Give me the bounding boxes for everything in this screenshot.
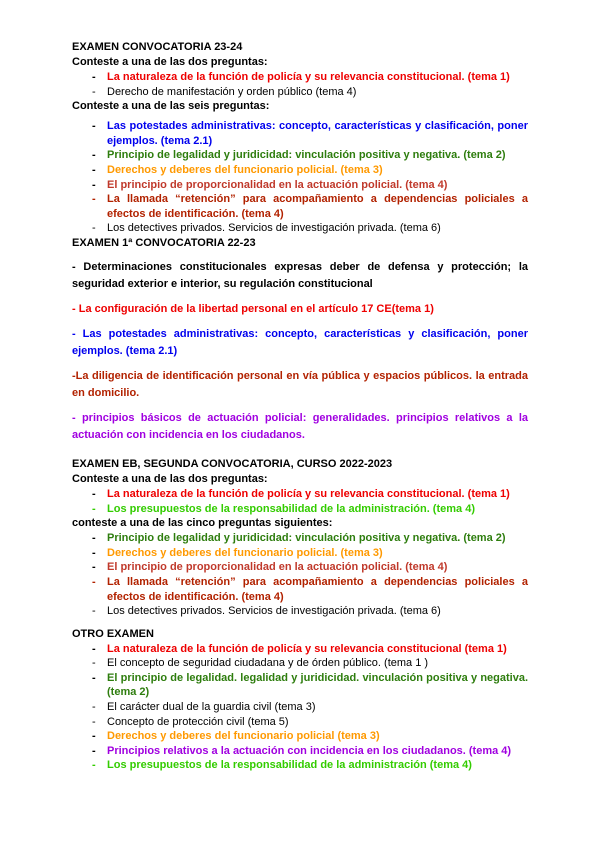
list-item: - Derecho de manifestación y orden público (tema 4) — [72, 85, 528, 100]
question-list — [72, 119, 528, 236]
section-intro: Conteste a una de las seis preguntas: — [72, 100, 270, 113]
list-item: - El concepto de seguridad ciudadana y de órden público. (tema 1 ) — [72, 656, 528, 671]
list-item: - Los presupuestos de la responsabilidad de la administración. (tema 4) — [72, 502, 528, 517]
section-title-23-24: EXAMEN CONVOCATORIA 23-24 — [72, 41, 243, 53]
list-item: - La naturaleza de la función de policía y su relevancia constitucional. (tema 1) — [72, 70, 528, 85]
list-item: - Las potestades administrativas: concepto, características y clasificación, poner ejemplos. (tema 2.1) — [72, 119, 528, 148]
list-item: - Derechos y deberes del funcionario policial. (tema 3) — [72, 546, 528, 561]
list-item: - Concepto de protección civil (tema 5) — [72, 715, 528, 730]
list-item: - Derechos y deberes del funcionario policial. (tema 3) — [72, 163, 528, 178]
list-item: - Derechos y deberes del funcionario policial (tema 3) — [72, 729, 528, 744]
paragraph-item: - La configuración de la libertad personal en el artículo 17 CE(tema 1) — [72, 302, 434, 315]
section-intro: Conteste a una de las dos preguntas: — [72, 472, 268, 485]
paragraph-item: - Determinaciones constitucionales expresas deber de defensa y protección; la seguridad exterior e interior, su regulación constitucional — [72, 260, 528, 290]
list-item: - El carácter dual de la guardia civil (tema 3) — [72, 700, 528, 715]
list-item: - La naturaleza de la función de policía y su relevancia constitucional. (tema 1) — [72, 487, 528, 502]
paragraph-item: - Las potestades administrativas: concepto, características y clasificación, poner ejemplos. (tema 2.1) — [72, 327, 528, 357]
list-item: - El principio de proporcionalidad en la actuación policial. (tema 4) — [72, 178, 528, 193]
document-page — [72, 40, 528, 773]
question-list — [72, 531, 528, 619]
section-title-22-23: EXAMEN 1ª CONVOCATORIA 22-23 — [72, 236, 256, 249]
paragraph-item: - principios básicos de actuación policial: generalidades. principios relativos a la actuación con incidencia en los ciudadanos. — [72, 411, 528, 441]
list-item: - Los presupuestos de la responsabilidad de la administración (tema 4) — [72, 758, 528, 773]
list-item: - El principio de proporcionalidad en la actuación policial. (tema 4) — [72, 560, 528, 575]
section-title-otro: OTRO EXAMEN — [72, 627, 154, 640]
list-item: - Principio de legalidad y juridicidad: vinculación positiva y negativa. (tema 2) — [72, 148, 528, 163]
list-item: - La naturaleza de la función de policía y su relevancia constitucional (tema 1) — [72, 642, 528, 657]
question-list — [72, 642, 528, 773]
section-title-eb: EXAMEN EB, SEGUNDA CONVOCATORIA, CURSO 2022-2023 — [72, 457, 393, 470]
list-item: - El principio de legalidad. legalidad y juridicidad. vinculación positiva y negativa. (tema 2) — [72, 671, 528, 700]
list-item: - La llamada “retención” para acompañamiento a dependencias policiales a efectos de identificación. (tema 4) — [72, 575, 528, 604]
section-intro: conteste a una de las cinco preguntas siguientes: — [72, 517, 333, 530]
list-item: - La llamada “retención” para acompañamiento a dependencias policiales a efectos de identificación. (tema 4) — [72, 192, 528, 221]
question-list — [72, 487, 528, 516]
section-intro: Conteste a una de las dos preguntas: — [72, 56, 268, 68]
question-list — [72, 70, 528, 99]
list-item: - Los detectives privados. Servicios de investigación privada. (tema 6) — [72, 221, 528, 236]
list-item: - Principios relativos a la actuación con incidencia en los ciudadanos. (tema 4) — [72, 744, 528, 759]
list-item: - Principio de legalidad y juridicidad: vinculación positiva y negativa. (tema 2) — [72, 531, 528, 546]
list-item: - Los detectives privados. Servicios de investigación privada. (tema 6) — [72, 604, 528, 619]
paragraph-item: -La diligencia de identificación personal en vía pública y espacios públicos. la entrada en domicilio. — [72, 369, 528, 399]
